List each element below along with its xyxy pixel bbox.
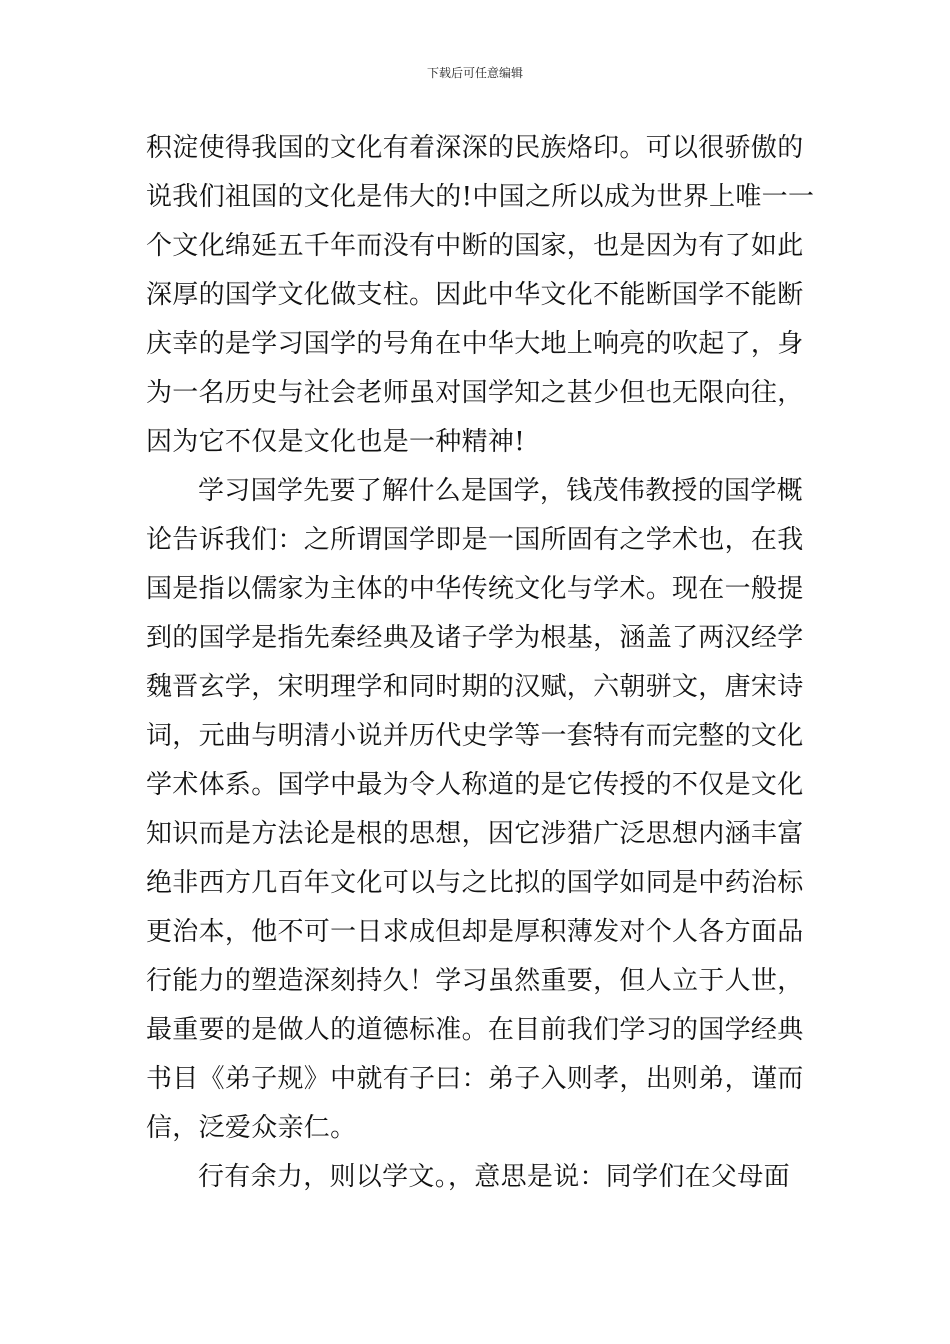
text-line: 信，泛爱众亲仁。 xyxy=(146,1113,357,1143)
text-line: 说我们祖国的文化是伟大的!中国之所以成为世界上唯一一 xyxy=(146,182,815,212)
text-line: 行能力的塑造深刻持久！学习虽然重要，但人立于人世， xyxy=(146,966,804,996)
text-line: 学术体系。国学中最为令人称道的是它传授的不仅是文化 xyxy=(146,770,804,800)
text-line: 知识而是方法论是根的思想，因它涉猎广泛思想内涵丰富 xyxy=(146,819,804,849)
text-line: 庆幸的是学习国学的号角在中华大地上响亮的吹起了，身 xyxy=(146,329,804,359)
text-line: 到的国学是指先秦经典及诸子学为根基，涵盖了两汉经学 xyxy=(146,623,804,653)
text-line: 为一名历史与社会老师虽对国学知之甚少但也无限向往， xyxy=(146,378,804,408)
text-line: 词，元曲与明清小说并历代史学等一套特有而完整的文化 xyxy=(146,721,804,751)
text-line: 个文化绵延五千年而没有中断的国家，也是因为有了如此 xyxy=(146,231,804,261)
paragraph-start-line: 学习国学先要了解什么是国学，钱茂伟教授的国学概 xyxy=(198,476,803,506)
text-line: 国是指以儒家为主体的中华传统文化与学术。现在一般提 xyxy=(146,574,804,604)
text-line: 魏晋玄学，宋明理学和同时期的汉赋，六朝骈文，唐宋诗 xyxy=(146,672,804,702)
text-line: 论告诉我们：之所谓国学即是一国所固有之学术也，在我 xyxy=(146,525,804,555)
text-line: 深厚的国学文化做支柱。因此中华文化不能断国学不能断 xyxy=(146,280,804,310)
text-line: 最重要的是做人的道德标准。在目前我们学习的国学经典 xyxy=(146,1015,804,1045)
text-line: 积淀使得我国的文化有着深深的民族烙印。可以很骄傲的 xyxy=(146,133,804,163)
page-header-note: 下载后可任意编辑 xyxy=(426,66,523,80)
text-line: 更治本，他不可一日求成但却是厚积薄发对个人各方面品 xyxy=(146,917,804,947)
body-text xyxy=(146,124,826,1202)
text-line: 绝非西方几百年文化可以与之比拟的国学如同是中药治标 xyxy=(146,868,804,898)
text-line: 因为它不仅是文化也是一种精神! xyxy=(146,427,525,457)
paragraph-start-line: 行有余力，则以学文。，意思是说：同学们在父母面 xyxy=(198,1162,790,1192)
text-line: 书目《弟子规》中就有子曰：弟子入则孝，出则弟，谨而 xyxy=(146,1064,804,1094)
